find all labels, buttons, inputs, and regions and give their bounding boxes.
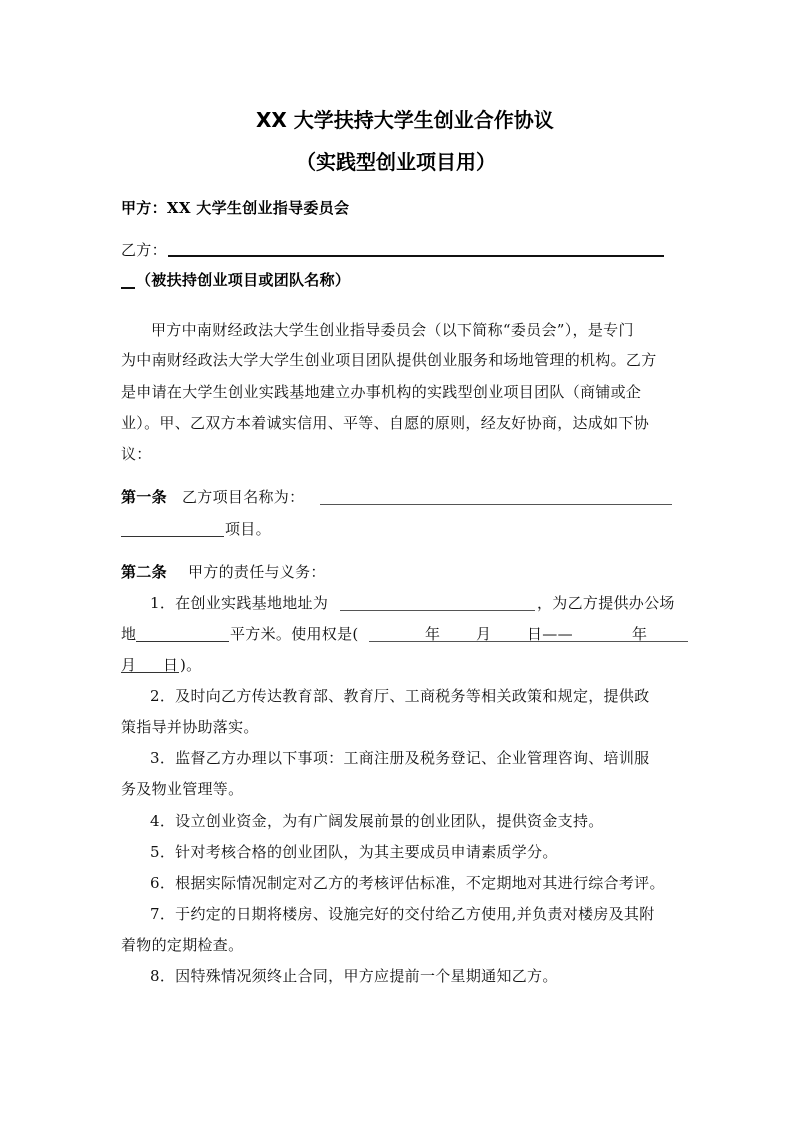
intro-line-1: 甲方中南财经政法大学生创业指导委员会（以下简称“委员会”），是专门 bbox=[151, 321, 634, 339]
item-1-text-a: 在创业实践基地地址为 bbox=[175, 594, 329, 612]
item-8-number: 8． bbox=[150, 967, 176, 985]
item-1-line-1 bbox=[150, 593, 328, 613]
party-a-label: 甲方： bbox=[121, 199, 167, 217]
intro-line-5: 议： bbox=[121, 445, 152, 463]
document-title: XX 大学扶持大学生创业合作协议 bbox=[256, 108, 554, 132]
item-6-number: 6． bbox=[150, 874, 176, 892]
start-day-label: 日—— bbox=[527, 625, 573, 643]
item-4-text: 设立创业资金，为有广阔发展前景的创业团队，提供资金支持。 bbox=[175, 812, 604, 830]
item-3-text: 监督乙方办理以下事项：工商注册及税务登记、企业管理咨询、培训服 bbox=[175, 749, 650, 767]
article-2-heading: 第二条 bbox=[121, 563, 167, 581]
project-name-field[interactable] bbox=[320, 487, 672, 505]
party-b-label: 乙方： bbox=[121, 241, 167, 259]
start-year-label: 年 bbox=[425, 625, 441, 643]
document-subtitle: （实践型创业项目用） bbox=[296, 150, 496, 174]
intro-line-4: 业）。甲、乙双方本着诚实信用、平等、自愿的原则，经友好协商，达成如下协 bbox=[121, 414, 650, 432]
end-day-label: 日 bbox=[163, 656, 179, 674]
start-month-label: 月 bbox=[476, 625, 492, 643]
item-3-number: 3． bbox=[150, 749, 176, 767]
item-2-number: 2． bbox=[150, 687, 176, 705]
article-1-text: 乙方项目名称为： bbox=[182, 488, 305, 506]
item-2-text: 及时向乙方传达教育部、教育厅、工商税务等相关政策和规定，提供政 bbox=[175, 687, 650, 705]
item-6-text: 根据实际情况制定对乙方的考核评估标准，不定期地对其进行综合考评。 bbox=[175, 874, 665, 892]
party-b-field[interactable] bbox=[168, 238, 664, 257]
item-6-line-1 bbox=[150, 873, 665, 893]
item-3-line-2: 务及物业管理等。 bbox=[121, 780, 244, 798]
intro-line-3: 是申请在大学生创业实践基地建立办事机构的实践型创业项目团队（商铺或企 bbox=[121, 383, 642, 401]
item-8-text: 因特殊情况须终止合同，甲方应提前一个星期通知乙方。 bbox=[175, 967, 558, 985]
item-5-number: 5． bbox=[150, 843, 176, 861]
end-year-label: 年 bbox=[632, 625, 648, 643]
party-b bbox=[121, 240, 167, 260]
article-2-text: 甲方的责任与义务： bbox=[188, 563, 326, 581]
item-2-line-2: 策指导并协助落实。 bbox=[121, 718, 259, 736]
item-8-line-1 bbox=[150, 966, 558, 986]
item-7-line-2: 着物的定期检查。 bbox=[121, 936, 244, 954]
item-3-line-1 bbox=[150, 748, 649, 768]
item-4-line-1 bbox=[150, 811, 604, 831]
item-4-number: 4． bbox=[150, 812, 176, 830]
party-b-note: （被扶持创业项目或团队名称） bbox=[136, 271, 351, 289]
area-field[interactable] bbox=[136, 624, 229, 642]
end-month-label: 月 bbox=[121, 656, 137, 674]
party-a bbox=[121, 198, 349, 218]
item-1-text-b: ，为乙方提供办公场 bbox=[537, 594, 675, 612]
item-1-text-c: 地 bbox=[121, 625, 137, 643]
item-7-number: 7． bbox=[150, 905, 176, 923]
item-5-text: 针对考核合格的创业团队，为其主要成员申请素质学分。 bbox=[175, 843, 558, 861]
item-1-number: 1． bbox=[150, 594, 176, 612]
project-name-field-continued[interactable] bbox=[121, 519, 224, 537]
article-1-heading: 第一条 bbox=[121, 488, 167, 506]
article-1-suffix: 项目。 bbox=[225, 520, 271, 538]
address-field[interactable] bbox=[340, 593, 535, 611]
party-a-value: XX 大学生创业指导委员会 bbox=[166, 199, 350, 217]
item-1-text-d: 平方米。使用权是( bbox=[230, 625, 359, 643]
item-1-text-e: )。 bbox=[180, 656, 202, 674]
item-7-text: 于约定的日期将楼房、设施完好的交付给乙方使用,并负责对楼房及其附 bbox=[175, 905, 655, 923]
item-5-line-1 bbox=[150, 842, 558, 862]
party-b-field-continued[interactable] bbox=[121, 270, 135, 289]
intro-line-2: 为中南财经政法大学大学生创业项目团队提供创业服务和场地管理的机构。乙方 bbox=[121, 351, 657, 369]
item-7-line-1 bbox=[150, 904, 655, 924]
item-2-line-1 bbox=[150, 686, 649, 706]
